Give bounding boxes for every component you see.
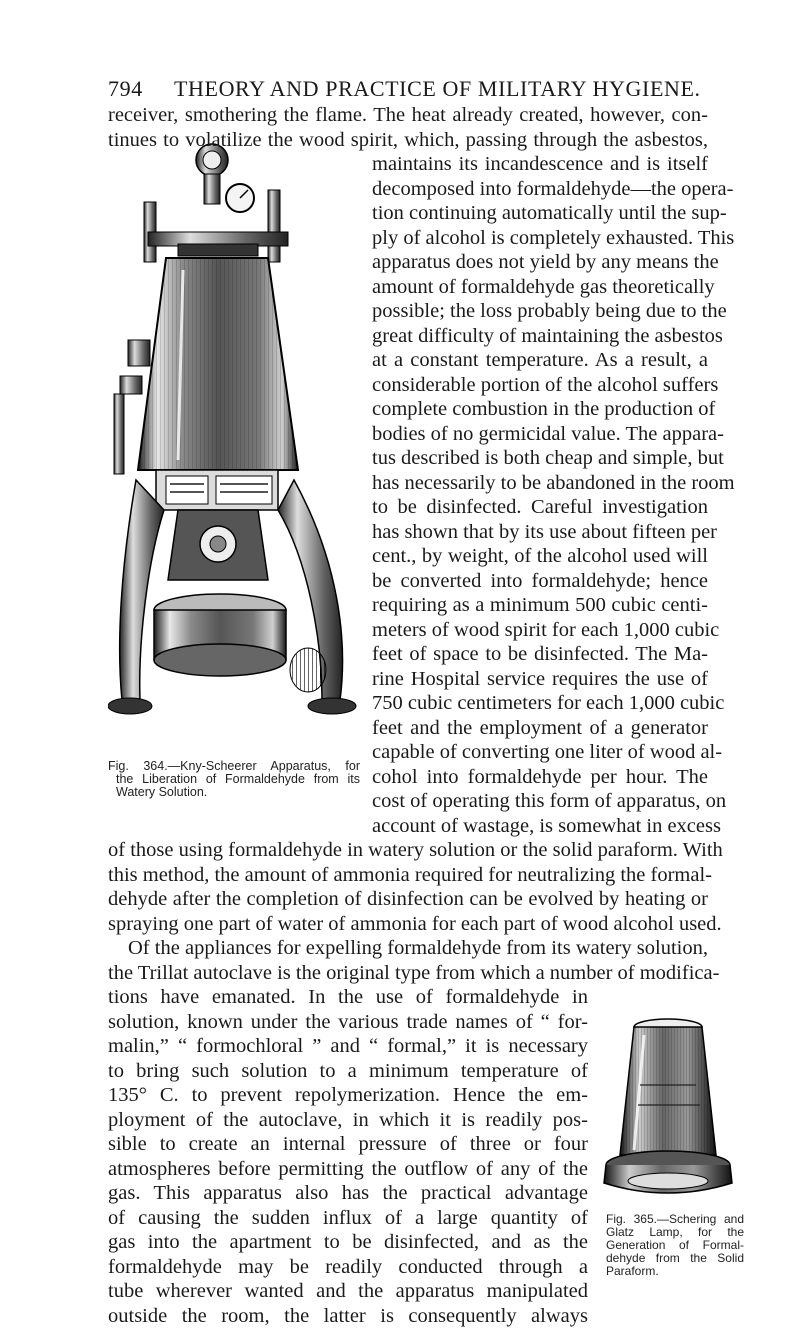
- running-header: [108, 76, 708, 102]
- caption-line: Paraform.: [606, 1264, 659, 1278]
- text-line: feet of space to be disinfected. The Ma-: [372, 643, 708, 665]
- caption-line: Glatz Lamp, for the: [606, 1225, 744, 1239]
- text-line: 135° C. to prevent repolymerization. Hence the em-: [108, 1084, 588, 1106]
- text-line: dehyde after the completion of disinfection can be evolved by heating or: [108, 888, 708, 910]
- text-line: tions have emanated. In the use of formaldehyde in: [108, 986, 588, 1008]
- text-line: 750 cubic centimeters for each 1,000 cubic: [372, 692, 725, 714]
- figure-364-caption: [108, 760, 360, 799]
- text-line: considerable portion of the alcohol suffers: [372, 373, 719, 396]
- text-line: formaldehyde may be readily conducted through a: [108, 1255, 588, 1278]
- page-number: 794: [108, 76, 143, 101]
- figure-365-schering-glatz-lamp: [596, 1005, 746, 1205]
- text-line: this method, the amount of ammonia required for neutralizing the formal-: [108, 863, 712, 886]
- text-line: maintains its incandescence and is itself: [372, 153, 708, 175]
- text-line: cohol into formaldehyde per hour. The: [372, 765, 708, 788]
- text-line: ply of alcohol is completely exhausted. This: [372, 226, 735, 249]
- text-line: solution, known under the various trade names of “ for-: [108, 1010, 588, 1033]
- text-line: be converted into formaldehyde; hence: [372, 569, 708, 592]
- text-line: cost of operating this form of apparatus, on: [372, 790, 727, 812]
- caption-line: dehyde from the Solid: [606, 1251, 744, 1265]
- text-line: rine Hospital service requires the use of: [372, 667, 708, 690]
- text-line: tus described is both cheap and simple, but: [372, 447, 724, 469]
- text-line: possible; the loss probably being due to the: [372, 300, 727, 322]
- text-line: atmospheres before permitting the outflow of any of the: [108, 1157, 588, 1180]
- text-line: to bring such solution to a minimum temperature of: [108, 1059, 588, 1082]
- text-line: sible to create an internal pressure of three or four: [108, 1133, 588, 1155]
- text-line: account of wastage, is somewhat in excess: [372, 814, 721, 837]
- text-line: has necessarily to be abandoned in the room: [372, 471, 735, 494]
- text-line: complete combustion in the production of: [372, 398, 716, 420]
- text-line: feet and the employment of a generator: [372, 716, 708, 739]
- figure-365-caption: [606, 1213, 744, 1278]
- text-line: to be disinfected. Careful investigation: [372, 496, 708, 518]
- text-line: bodies of no germicidal value. The appara-: [372, 422, 724, 445]
- text-line: the Trillat autoclave is the original type from which a number of modifica-: [108, 961, 720, 984]
- text-line: spraying one part of water of ammonia for each part of wood alcohol used.: [108, 912, 722, 935]
- text-line: meters of wood spirit for each 1,000 cubic: [372, 618, 720, 641]
- text-line: tion continuing automatically until the sup-: [372, 202, 727, 224]
- text-line: capable of converting one liter of wood al-: [372, 741, 723, 763]
- running-title: THEORY AND PRACTICE OF MILITARY HYGIENE.: [174, 76, 701, 101]
- text-line: Of the appliances for expelling formaldehyde from its watery solution,: [128, 937, 708, 959]
- caption-line: the Liberation of Formaldehyde from its: [116, 772, 360, 786]
- text-line: receiver, smothering the flame. The heat already created, however, con-: [108, 104, 708, 126]
- text-line: amount of formaldehyde gas theoretically: [372, 275, 715, 298]
- caption-line: Fig. 364.—Kny-Scheerer Apparatus, for: [108, 759, 360, 773]
- text-line: tinues to volatilize the wood spirit, which, passing through the asbestos,: [108, 128, 708, 151]
- figure-364-kny-scheerer-apparatus: [108, 140, 360, 756]
- text-line: apparatus does not yield by any means the: [372, 251, 719, 273]
- text-line: at a constant temperature. As a result, a: [372, 349, 708, 371]
- text-line: cent., by weight, of the alcohol used will: [372, 545, 708, 567]
- text-line: of causing the sudden influx of a large quantity of: [108, 1206, 588, 1229]
- text-line: of those using formaldehyde in watery solution or the solid paraform. With: [108, 839, 723, 861]
- text-line: outside the room, the latter is consequently always: [108, 1304, 588, 1327]
- caption-line: Fig. 365.—Schering and: [606, 1212, 744, 1226]
- text-line: has shown that by its use about fifteen per: [372, 520, 718, 543]
- text-line: gas into the apartment to be disinfected, and as the: [108, 1231, 588, 1253]
- caption-line: Watery Solution.: [116, 785, 208, 799]
- text-line: ployment of the autoclave, in which it is readily pos-: [108, 1108, 588, 1131]
- text-line: tube wherever wanted and the apparatus manipulated: [108, 1280, 588, 1302]
- text-line: gas. This apparatus also has the practical advantage: [108, 1182, 588, 1204]
- text-line: decomposed into formaldehyde—the opera-: [372, 177, 734, 200]
- text-line: requiring as a minimum 500 cubic centi-: [372, 594, 708, 616]
- text-line: malin,” “ formochloral ” and “ formal,” it is necessary: [108, 1035, 588, 1057]
- caption-line: Generation of Formal-: [606, 1238, 744, 1252]
- text-line: great difficulty of maintaining the asbestos: [372, 324, 723, 347]
